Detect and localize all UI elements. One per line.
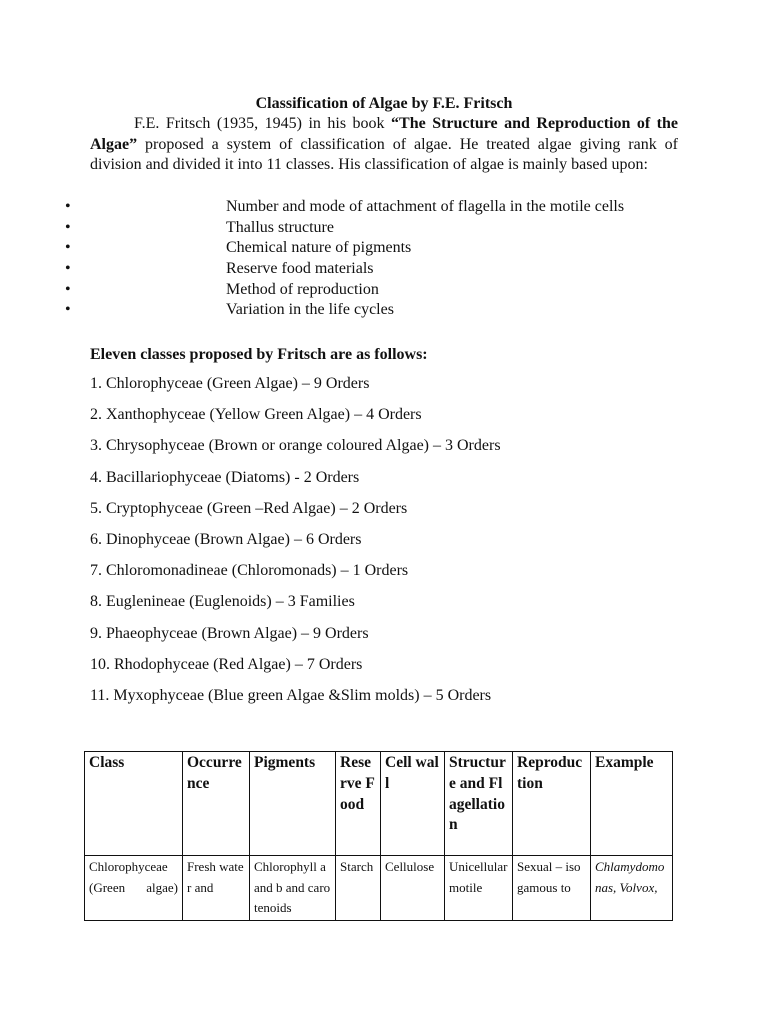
bullet-icon: •	[65, 198, 71, 215]
column-header-pigments: Pigments	[250, 752, 336, 856]
intro-text-part2: proposed a system of classification of algae. He treated algae giving rank of division and divided it into 11 classes. His classification of algae is mainly based upon:	[90, 135, 678, 173]
list-item-text: Number and mode of attachment of flagella in the motile cells	[226, 198, 625, 215]
list-item-text: Variation in the life cycles	[226, 301, 394, 319]
algae-classes-table	[84, 751, 673, 921]
class-item: 2. Xanthophyceae (Yellow Green Algae) – 4 Orders	[90, 406, 422, 424]
list-item	[0, 197, 768, 218]
list-item	[0, 259, 768, 280]
intro-text-part1: F.E. Fritsch (1935, 1945) in his book	[134, 115, 392, 132]
class-item: 1. Chlorophyceae (Green Algae) – 9 Orders	[90, 375, 370, 392]
list-item-text: Method of reproduction	[226, 280, 379, 298]
column-header-cell-wall: Cell wall	[381, 752, 445, 856]
table-cell: Sexual – isogamous to	[513, 856, 591, 921]
list-item	[0, 280, 768, 301]
class-item: 10. Rhodophyceae (Red Algae) – 7 Orders	[90, 655, 363, 673]
bullet-icon: •	[65, 239, 71, 257]
column-header-structure: Structure and Flagellation	[445, 752, 513, 856]
intro-paragraph	[90, 114, 678, 176]
classes-list	[90, 373, 501, 716]
list-item-text: Reserve food materials	[226, 260, 374, 278]
classification-bases-list	[0, 197, 768, 321]
table-cell: Chlamydomonas, Volvox,	[591, 856, 673, 921]
table-header-row	[85, 752, 673, 856]
class-item: 5. Cryptophyceae (Green –Red Algae) – 2 Orders	[90, 499, 408, 517]
class-item: 8. Euglenineae (Euglenoids) – 3 Families	[90, 593, 355, 611]
list-item-text: Chemical nature of pigments	[226, 239, 412, 257]
class-item: 3. Chrysophyceae (Brown or orange coloured Algae) – 3 Orders	[90, 437, 501, 455]
column-header-class: Class	[85, 752, 183, 856]
document-title: Classification of Algae by F.E. Fritsch	[255, 95, 513, 112]
class-item: 6. Dinophyceae (Brown Algae) – 6 Orders	[90, 530, 362, 548]
class-item: 9. Phaeophyceae (Brown Algae) – 9 Orders	[90, 624, 369, 642]
class-item: 11. Myxophyceae (Blue green Algae &Slim molds) – 5 Orders	[90, 686, 492, 704]
table-cell: Starch	[336, 856, 381, 921]
bullet-icon: •	[65, 260, 71, 278]
column-header-reserve-food: Reserve Food	[336, 752, 381, 856]
table-cell: Cellulose	[381, 856, 445, 921]
bullet-icon: •	[65, 218, 71, 236]
table-cell: Chlorophyll a and b and carotenoids	[250, 856, 336, 921]
table-cell: Chlorophyceae (Green algae)	[85, 856, 183, 921]
classes-heading: Eleven classes proposed by Fritsch are as follows:	[90, 346, 428, 363]
bullet-icon: •	[65, 301, 71, 319]
list-item	[0, 238, 768, 259]
table-cell: Unicellular motile	[445, 856, 513, 921]
list-item	[0, 218, 768, 239]
list-item	[0, 300, 768, 321]
column-header-reproduction: Reproduction	[513, 752, 591, 856]
class-item: 4. Bacillariophyceae (Diatoms) - 2 Orders	[90, 468, 360, 486]
class-item: 7. Chloromonadineae (Chloromonads) – 1 Orders	[90, 562, 409, 580]
table-row	[85, 856, 673, 921]
bullet-icon: •	[65, 280, 71, 298]
book-title: “The Structure and Reproduction of the Algae”	[90, 115, 679, 153]
list-item-text: Thallus structure	[226, 218, 334, 236]
column-header-occurrence: Occurrence	[183, 752, 250, 856]
column-header-example: Example	[591, 752, 673, 856]
table-cell: Fresh water and	[183, 856, 250, 921]
